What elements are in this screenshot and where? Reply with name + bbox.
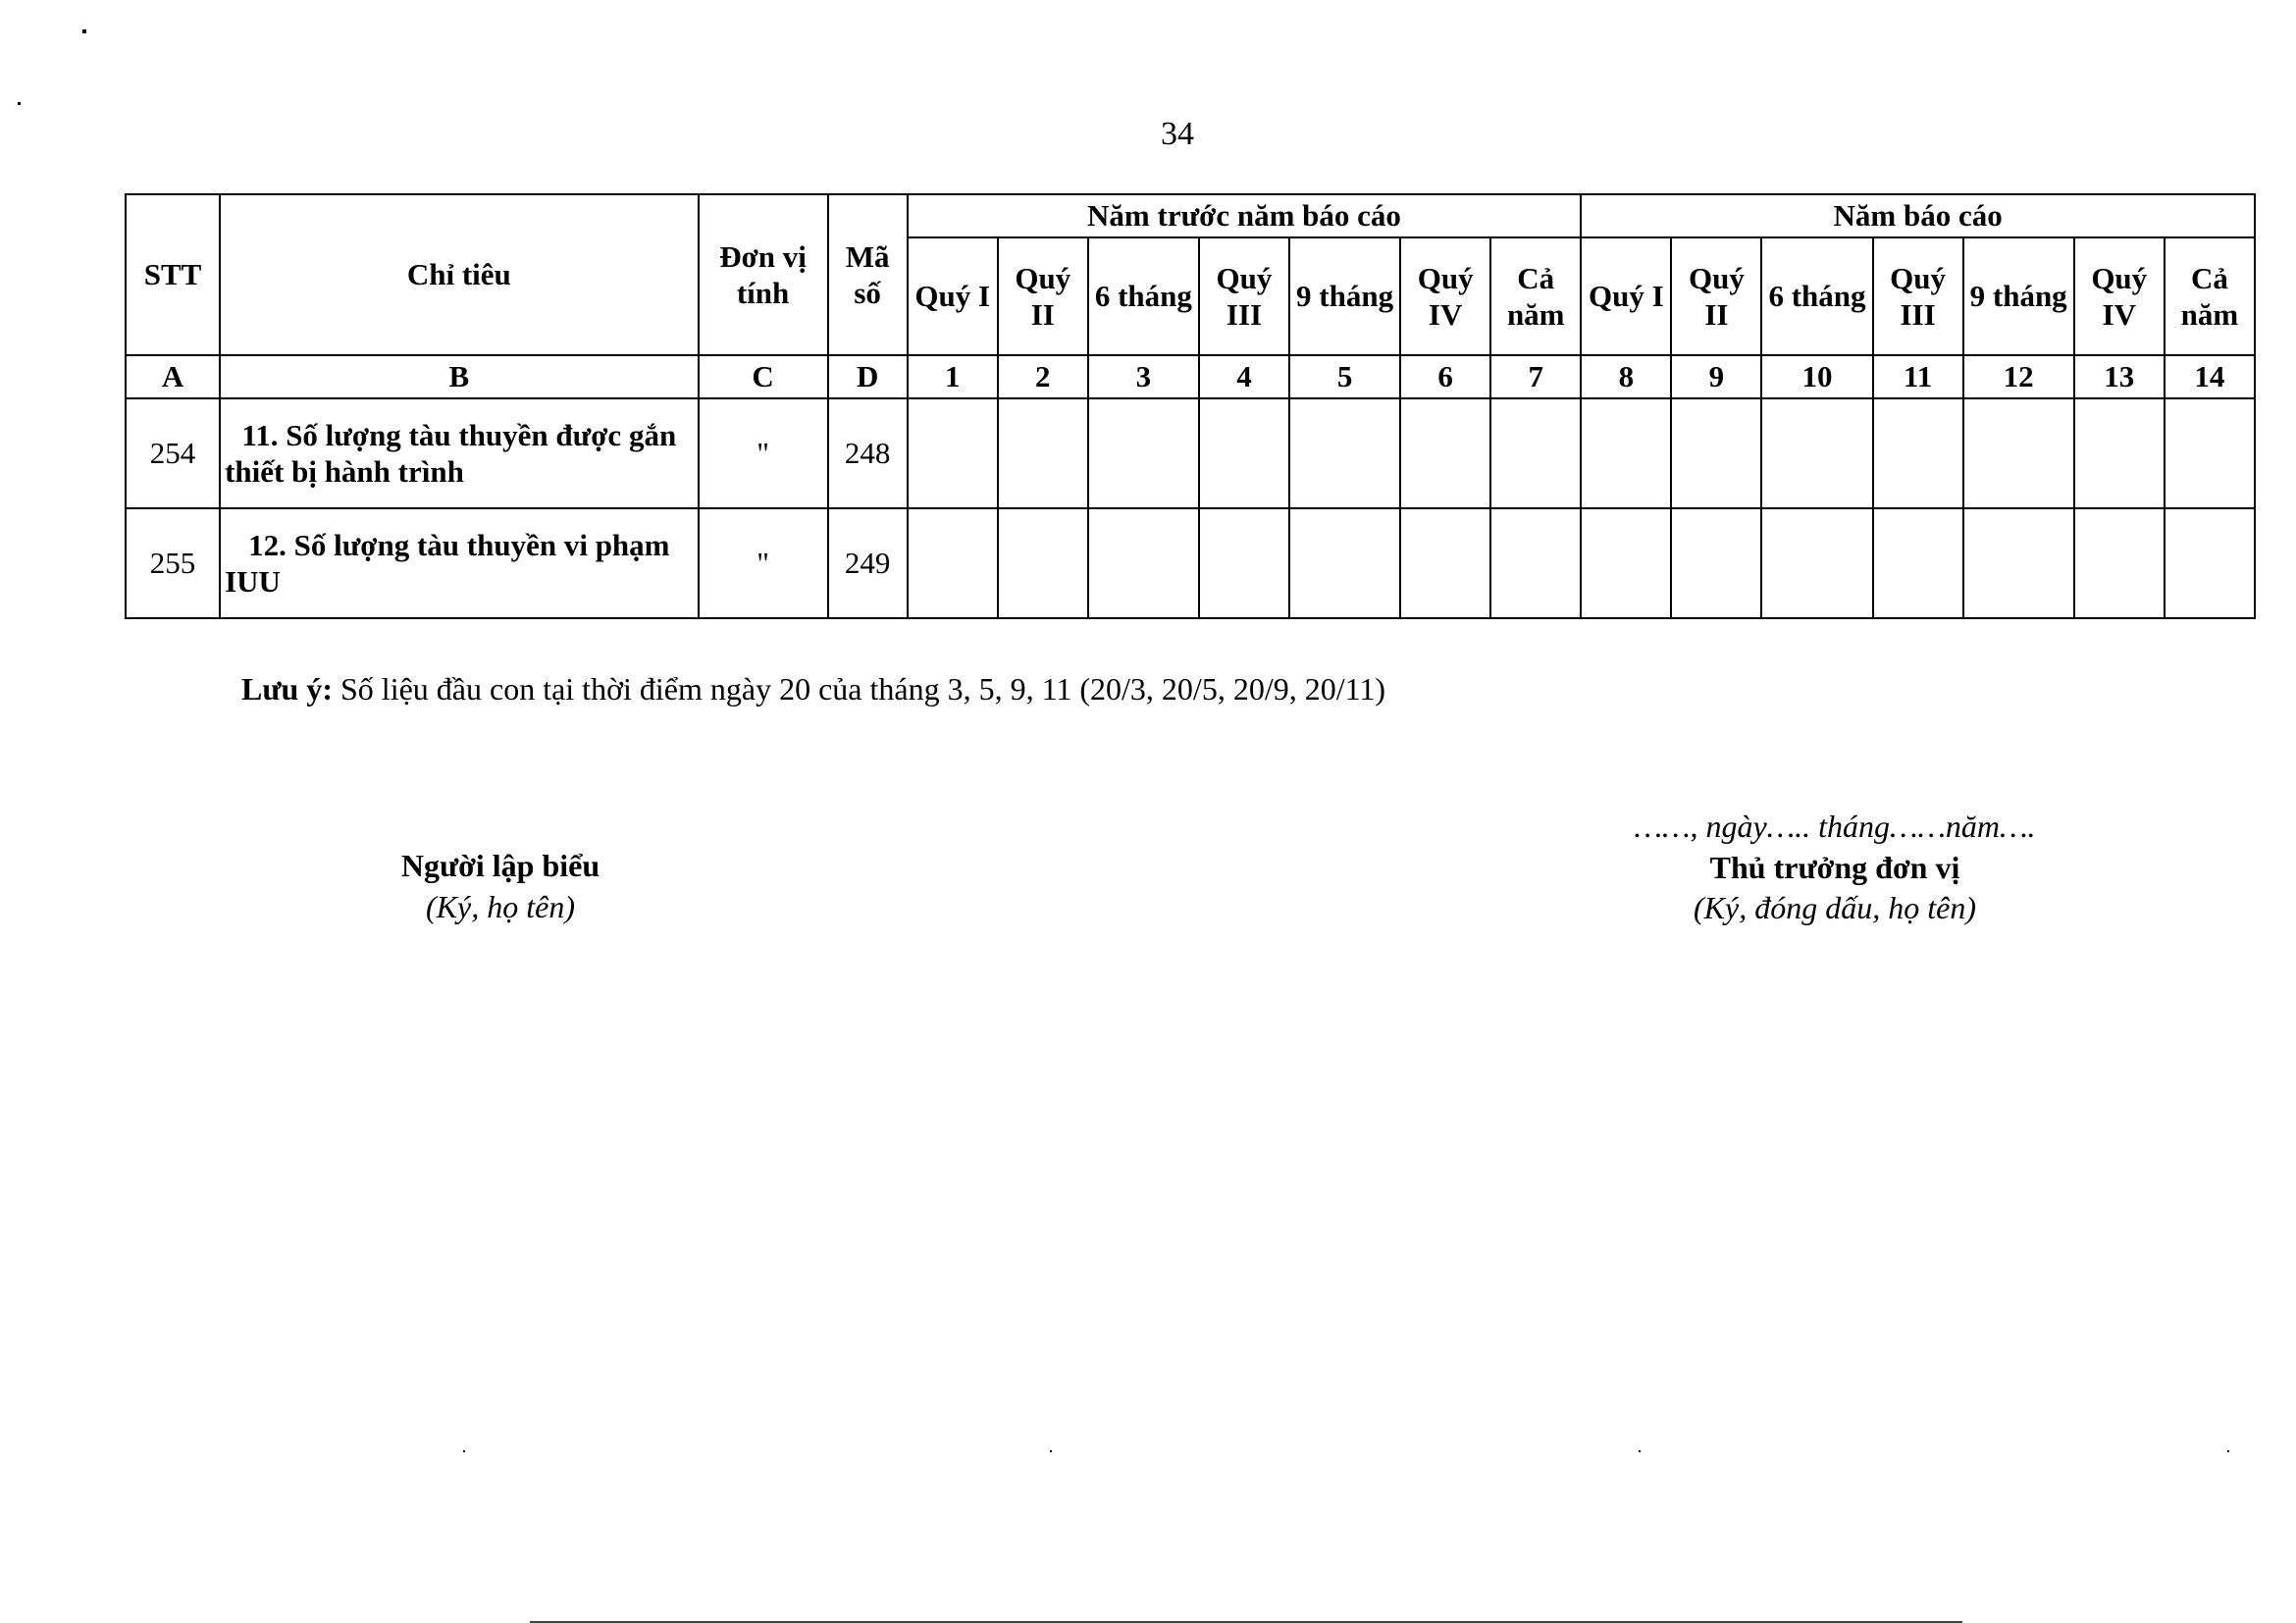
header-stt: STT <box>126 194 220 355</box>
data-cell[interactable] <box>1873 398 1963 508</box>
data-cell[interactable] <box>1963 398 2074 508</box>
table-row <box>126 398 2255 508</box>
code-cell: 8 <box>1581 355 1671 398</box>
scan-speck <box>463 1450 465 1452</box>
signature-preparer <box>304 846 697 927</box>
scan-speck <box>1639 1450 1641 1452</box>
code-cell: 10 <box>1761 355 1872 398</box>
data-cell[interactable] <box>1400 508 1490 618</box>
code-cell: 14 <box>2165 355 2255 398</box>
header-sub-4: Quý III <box>1199 237 1289 355</box>
signature-head-title: Thủ trưởng đơn vị <box>1709 849 1960 885</box>
code-cell: 2 <box>998 355 1088 398</box>
data-cell[interactable] <box>1671 508 1761 618</box>
row-stt: 254 <box>126 398 220 508</box>
header-don-vi-tinh: Đơn vị tính <box>699 194 828 355</box>
code-row <box>126 355 2255 398</box>
code-cell: 5 <box>1289 355 1400 398</box>
header-sub-11: Quý III <box>1873 237 1963 355</box>
header-sub-14: Cả năm <box>2165 237 2255 355</box>
header-ma-so: Mã số <box>828 194 908 355</box>
signature-date-line: ……, ngày….. tháng……năm…. <box>1634 809 2036 844</box>
data-cell[interactable] <box>2165 398 2255 508</box>
note-text: Số liệu đầu con tại thời điểm ngày 20 của tháng 3, 5, 9, 11 (20/3, 20/5, 20/9, 20/11) <box>333 671 1386 707</box>
header-sub-5: 9 tháng <box>1289 237 1400 355</box>
note <box>241 671 1385 707</box>
row-indicator: 12. Số lượng tàu thuyền vi phạm IUU <box>220 508 698 618</box>
header-chi-tieu: Chỉ tiêu <box>220 194 698 355</box>
code-cell: 4 <box>1199 355 1289 398</box>
header-sub-8: Quý I <box>1581 237 1671 355</box>
signature-head <box>1590 807 2080 929</box>
data-cell[interactable] <box>1400 398 1490 508</box>
note-label: Lưu ý: <box>241 671 333 707</box>
header-sub-3: 6 tháng <box>1088 237 1199 355</box>
header-sub-2: Quý II <box>998 237 1088 355</box>
header-sub-13: Quý IV <box>2074 237 2165 355</box>
data-cell[interactable] <box>1761 508 1872 618</box>
page-number: 34 <box>1161 116 1194 152</box>
header-sub-6: Quý IV <box>1400 237 1490 355</box>
data-cell[interactable] <box>1490 398 1581 508</box>
header-sub-9: Quý II <box>1671 237 1761 355</box>
scan-speck <box>1050 1450 1052 1452</box>
data-cell[interactable] <box>908 398 998 508</box>
data-cell[interactable] <box>2165 508 2255 618</box>
code-cell: 9 <box>1671 355 1761 398</box>
header-sub-10: 6 tháng <box>1761 237 1872 355</box>
data-cell[interactable] <box>1088 398 1199 508</box>
table-row <box>126 508 2255 618</box>
data-cell[interactable] <box>1581 508 1671 618</box>
header-sub-12: 9 tháng <box>1963 237 2074 355</box>
code-cell: C <box>699 355 828 398</box>
data-cell[interactable] <box>1289 508 1400 618</box>
data-cell[interactable] <box>998 398 1088 508</box>
row-unit: " <box>699 508 828 618</box>
data-cell[interactable] <box>1199 508 1289 618</box>
data-cell[interactable] <box>1490 508 1581 618</box>
code-cell: 13 <box>2074 355 2165 398</box>
row-unit: " <box>699 398 828 508</box>
scan-speck <box>2227 1450 2229 1452</box>
data-cell[interactable] <box>2074 398 2165 508</box>
code-cell: D <box>828 355 908 398</box>
signature-head-subtitle: (Ký, đóng dấu, họ tên) <box>1694 890 1976 926</box>
data-cell[interactable] <box>2074 508 2165 618</box>
scan-speck <box>82 29 86 33</box>
row-code: 248 <box>828 398 908 508</box>
signature-preparer-subtitle: (Ký, họ tên) <box>426 888 575 924</box>
data-cell[interactable] <box>1199 398 1289 508</box>
code-cell: B <box>220 355 698 398</box>
data-cell[interactable] <box>1289 398 1400 508</box>
code-cell: A <box>126 355 220 398</box>
code-cell: 12 <box>1963 355 2074 398</box>
code-cell: 3 <box>1088 355 1199 398</box>
data-cell[interactable] <box>1873 508 1963 618</box>
data-cell[interactable] <box>1581 398 1671 508</box>
data-cell[interactable] <box>1963 508 2074 618</box>
data-cell[interactable] <box>908 508 998 618</box>
row-stt: 255 <box>126 508 220 618</box>
report-table <box>125 193 2256 619</box>
code-cell: 6 <box>1400 355 1490 398</box>
row-indicator: 11. Số lượng tàu thuyền được gắn thiết bị hành trình <box>220 398 698 508</box>
code-cell: 7 <box>1490 355 1581 398</box>
code-cell: 1 <box>908 355 998 398</box>
header-sub-7: Cả năm <box>1490 237 1581 355</box>
data-cell[interactable] <box>1671 398 1761 508</box>
header-report-year: Năm báo cáo <box>1581 194 2255 237</box>
header-prev-year: Năm trước năm báo cáo <box>908 194 1582 237</box>
signature-preparer-title: Người lập biểu <box>400 848 600 883</box>
code-cell: 11 <box>1873 355 1963 398</box>
header-sub-1: Quý I <box>908 237 998 355</box>
data-cell[interactable] <box>1088 508 1199 618</box>
data-cell[interactable] <box>998 508 1088 618</box>
scan-speck <box>18 102 21 105</box>
data-cell[interactable] <box>1761 398 1872 508</box>
row-code: 249 <box>828 508 908 618</box>
